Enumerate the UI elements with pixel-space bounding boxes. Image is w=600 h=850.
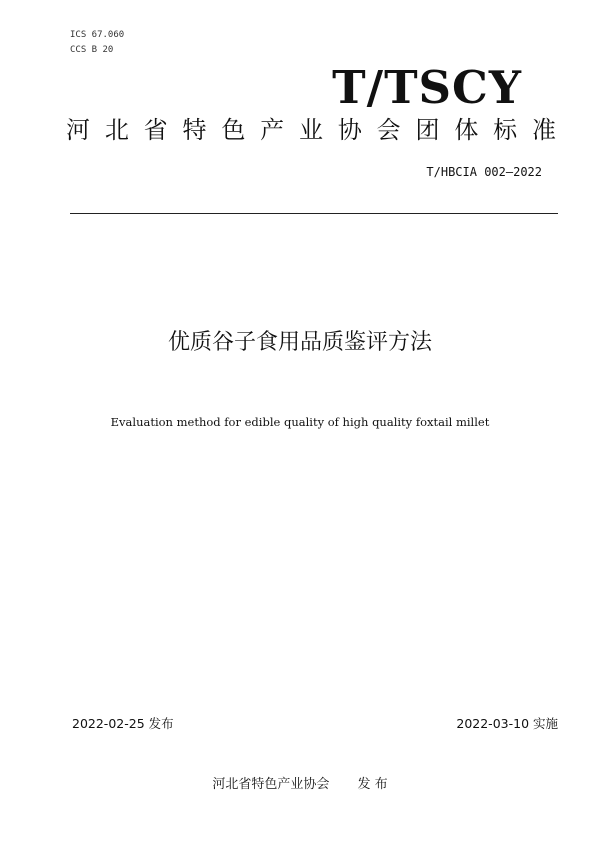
classification-codes	[70, 28, 124, 58]
ics-code: ICS 67.060	[70, 30, 125, 40]
header-divider	[70, 213, 558, 214]
publish-date: 2022-02-25 发布	[72, 716, 174, 731]
organization-title: 河北省特色产业协会团体标准	[66, 116, 556, 144]
issue-action: 发 布	[357, 777, 388, 792]
issuer-name: 河北省特色产业协会	[212, 777, 330, 792]
issuer-line	[0, 775, 600, 795]
standard-number: T/HBCIA 002—2022	[426, 165, 542, 179]
standard-logo: T/TSCY	[332, 61, 522, 114]
ccs-code: CCS B 20	[70, 45, 114, 55]
document-title-chinese: 优质谷子食用品质鉴评方法	[167, 330, 432, 355]
implementation-date: 2022-03-10 实施	[456, 716, 558, 731]
document-title-english: Evaluation method for edible quality of high quality foxtail millet	[110, 415, 490, 429]
